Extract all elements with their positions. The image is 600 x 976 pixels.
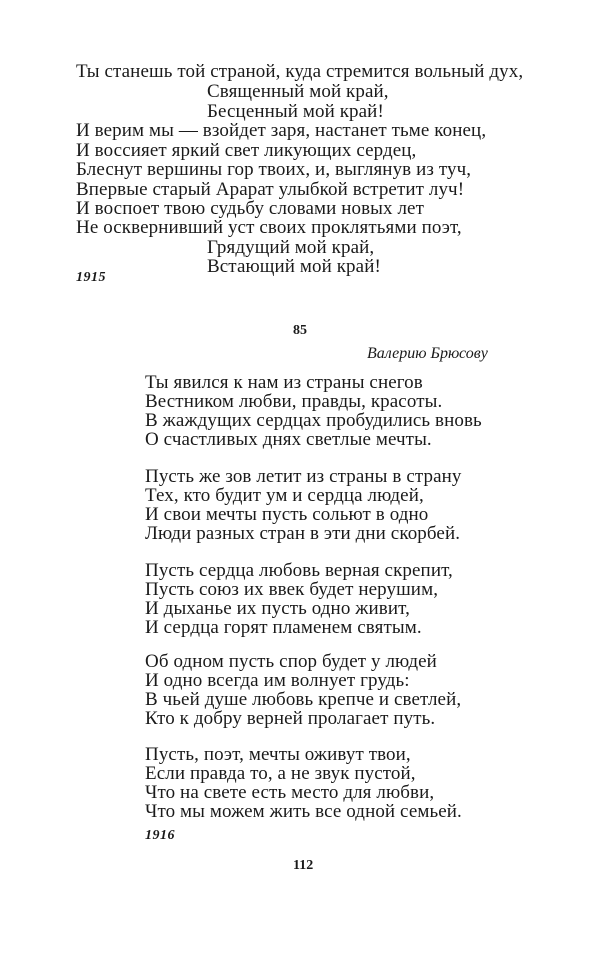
- poem-number: 85: [293, 323, 307, 338]
- poem-line: О счастливых днях светлые мечты.: [145, 429, 432, 450]
- poem-line: Пусть союз их ввек будет нерушим,: [145, 579, 439, 600]
- poem-line: Ты станешь той страной, куда стремится вольный дух,: [76, 61, 524, 82]
- poem-line: Пусть, поэт, мечты оживут твои,: [145, 744, 411, 765]
- poem-line: Люди разных стран в эти дни скорбей.: [145, 523, 461, 544]
- poem-line: Что на свете есть место для любви,: [145, 782, 435, 803]
- poem-line: В жаждущих сердцах пробудились вновь: [145, 410, 482, 431]
- poem-line: И одно всегда им волнует грудь:: [145, 670, 410, 691]
- poem-line: Если правда то, а не звук пустой,: [145, 763, 416, 784]
- poem-line: И свои мечты пусть сольют в одно: [145, 504, 429, 525]
- poem-line: Впервые старый Арарат улыбкой встретит луч!: [76, 179, 465, 200]
- poem-line: Священный мой край,: [207, 81, 389, 102]
- poem-line: Блеснут вершины гор твоих, и, выглянув из туч,: [76, 159, 472, 180]
- poem-line: И сердца горят пламенем святым.: [145, 617, 422, 638]
- poem-line: В чьей душе любовь крепче и светлей,: [145, 689, 462, 710]
- poem-line: Не осквернивший уст своих проклятьями поэт,: [76, 217, 462, 238]
- poem-year: 1915: [76, 270, 106, 285]
- page-number: 112: [293, 858, 314, 873]
- poem-line: Тех, кто будит ум и сердца людей,: [145, 485, 424, 506]
- poem-line: Ты явился к нам из страны снегов: [145, 372, 423, 393]
- poem-line: Встающий мой край!: [207, 256, 381, 277]
- poem-line: И воспоет твою судьбу словами новых лет: [76, 198, 424, 219]
- poem-line: Бесценный мой край!: [207, 101, 384, 122]
- poem-line: Кто к добру верней пролагает путь.: [145, 708, 436, 729]
- poem-line: Вестником любви, правды, красоты.: [145, 391, 443, 412]
- poem-line: И воссияет яркий свет ликующих сердец,: [76, 140, 417, 161]
- poem-line: Пусть же зов летит из страны в страну: [145, 466, 462, 487]
- poem-line: И дыханье их пусть одно живит,: [145, 598, 410, 619]
- poem-line: Пусть сердца любовь верная скрепит,: [145, 560, 453, 581]
- poem-dedication: Валерию Брюсову: [367, 345, 488, 362]
- poem-line: Грядущий мой край,: [207, 237, 375, 258]
- poem-line: И верим мы — взойдет заря, настанет тьме конец,: [76, 120, 487, 141]
- poem-line: Что мы можем жить все одной семьей.: [145, 801, 462, 822]
- poem-line: Об одном пусть спор будет у людей: [145, 651, 437, 672]
- poem-year: 1916: [145, 828, 175, 843]
